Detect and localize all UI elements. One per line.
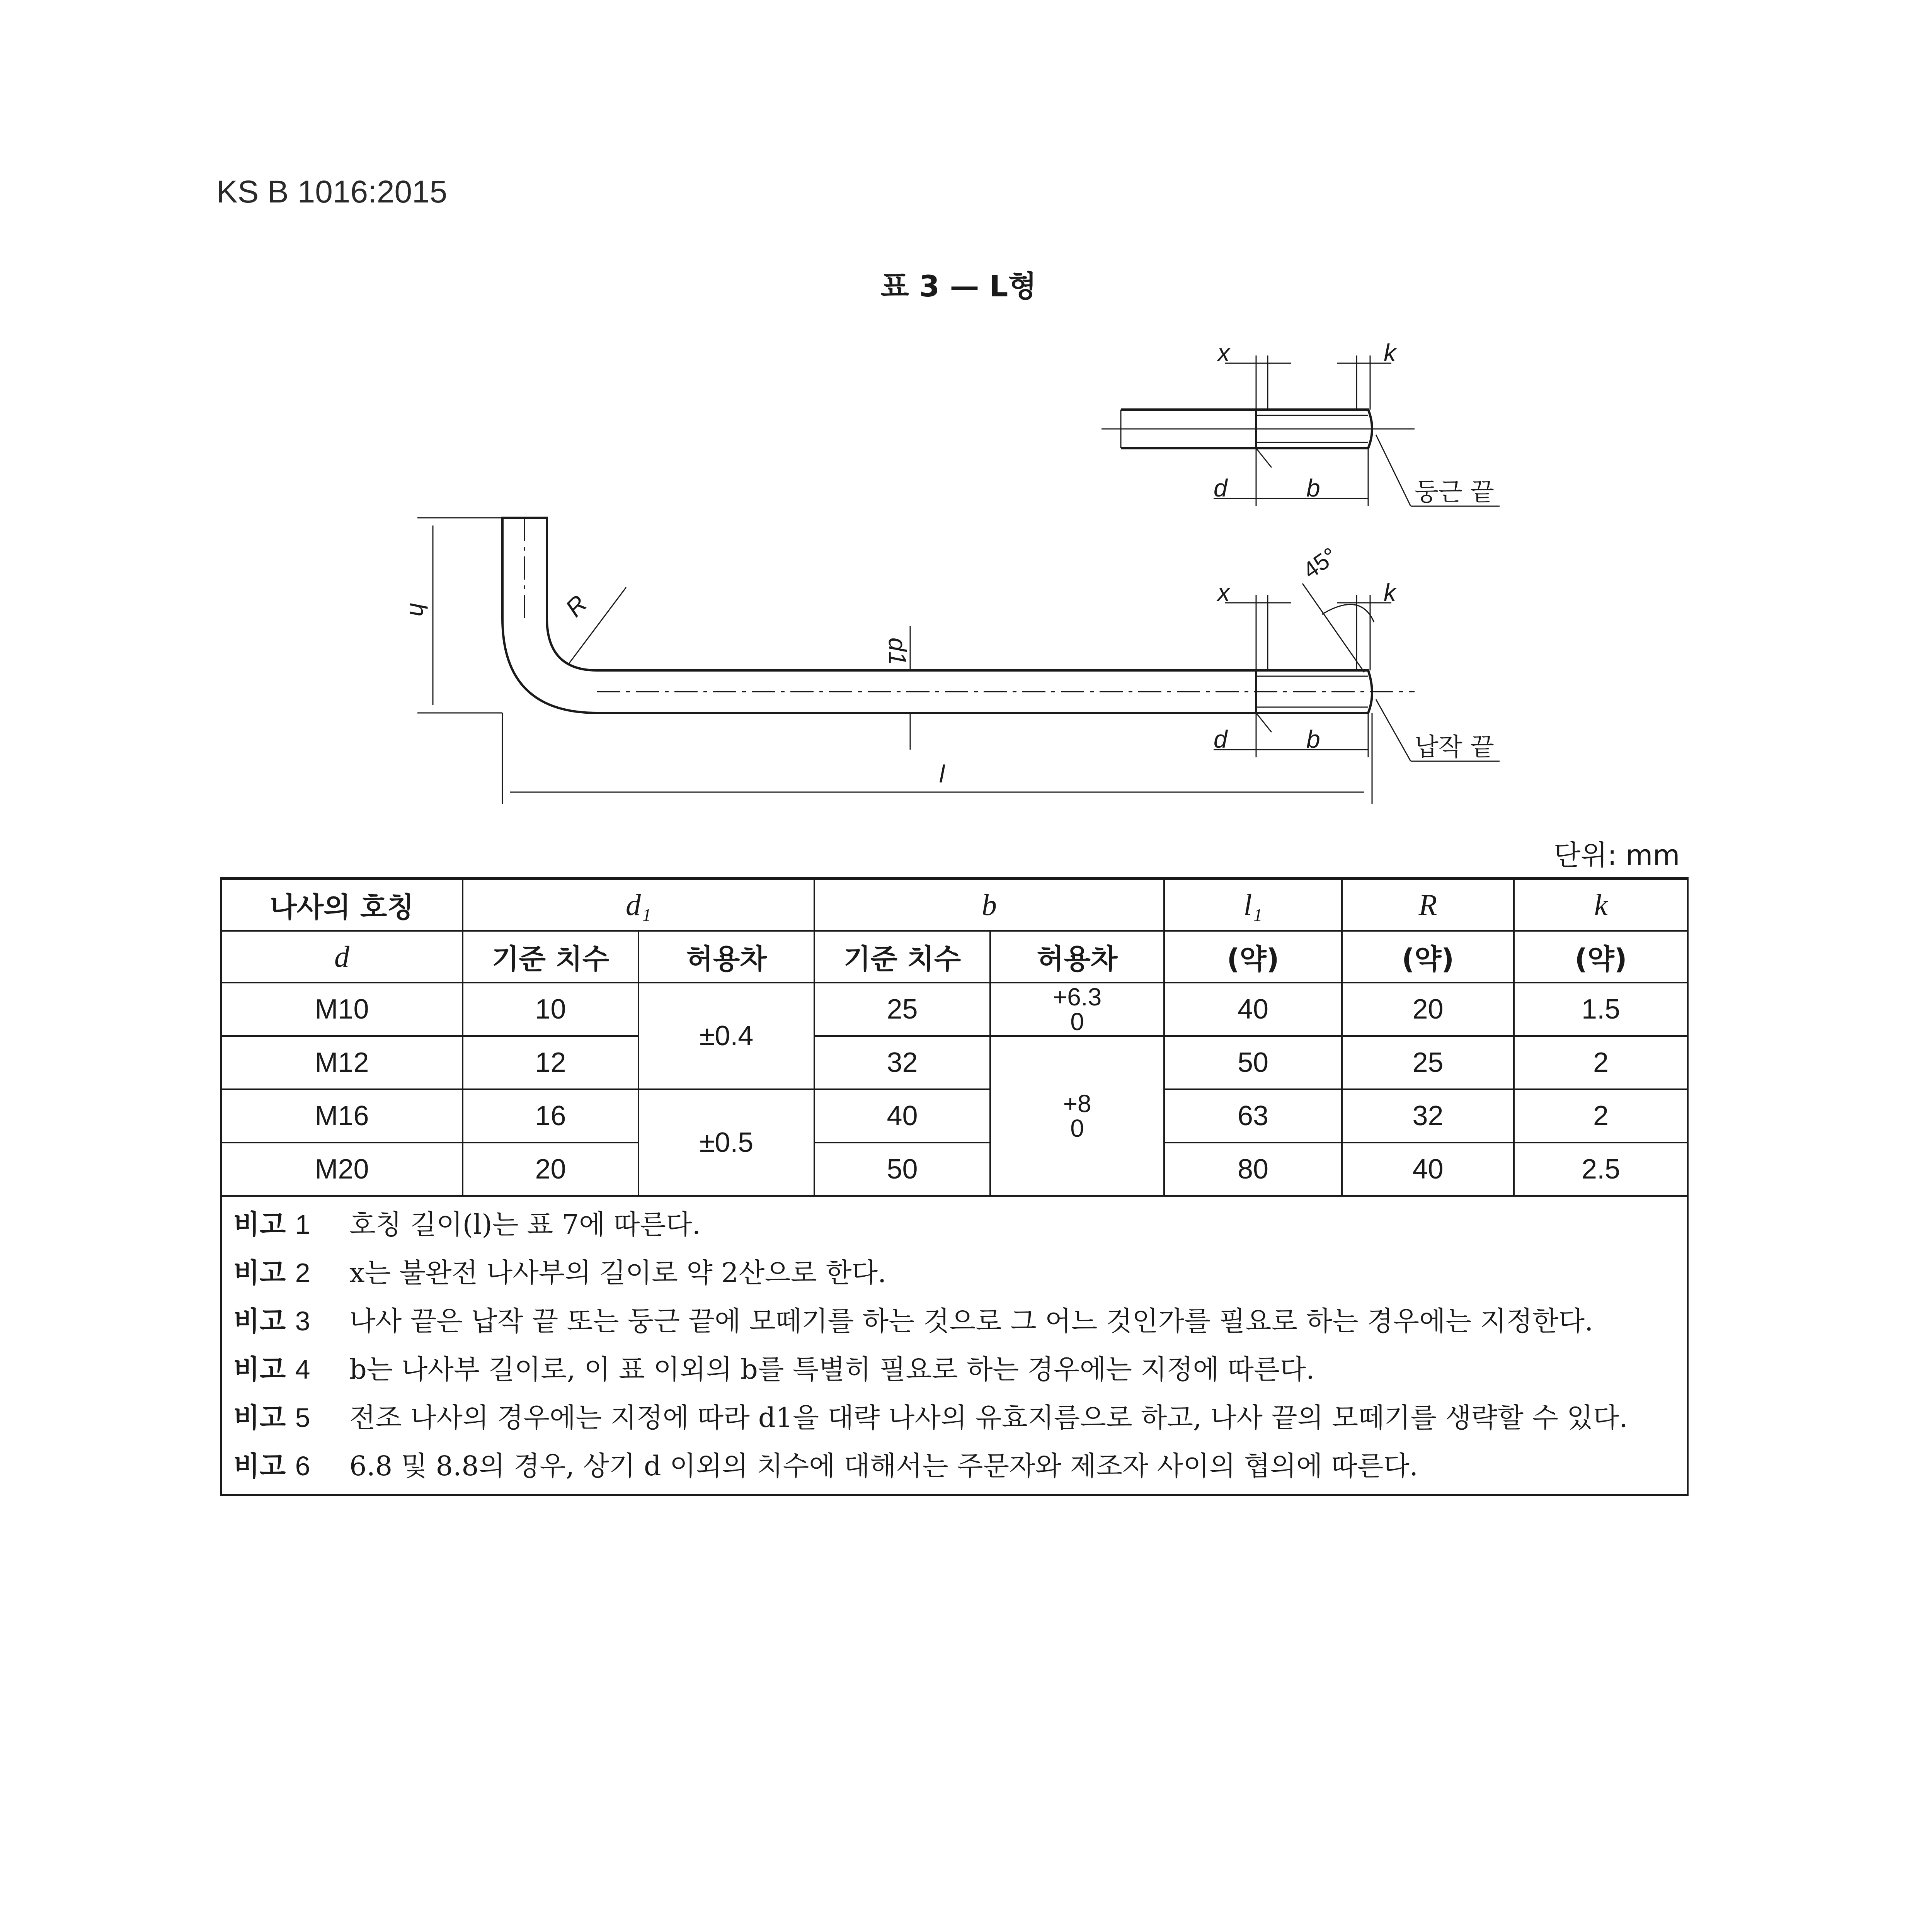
- note-3: 비고 3 나사 끝은 납작 끝 또는 둥근 끝에 모떼기를 하는 것으로 그 어느 것인가를 필요로 하는 경우에는 지정한다.: [233, 1305, 1594, 1337]
- cell-d: M12: [221, 1036, 463, 1089]
- tolerance-upper: +8: [1063, 1090, 1091, 1117]
- label-x-lower: x: [1217, 578, 1230, 606]
- cell-r: 25: [1342, 1036, 1514, 1089]
- cell-d: M10: [221, 983, 463, 1036]
- header-d1: d₁: [463, 879, 814, 931]
- table-row: [221, 983, 1688, 1036]
- table-row: [221, 1089, 1688, 1143]
- cell-d: M16: [221, 1089, 463, 1143]
- cell-r: 40: [1342, 1143, 1514, 1196]
- tolerance-upper: +6.3: [1052, 983, 1102, 1011]
- header-thread-symbol: d: [221, 931, 463, 983]
- document-id: KS B 1016:2015: [216, 174, 448, 209]
- label-l: l: [939, 760, 945, 788]
- label-k-lower: k: [1384, 578, 1396, 606]
- header-d1-tolerance: 허용차: [638, 931, 814, 983]
- table-row: [221, 1143, 1688, 1196]
- header-k: k: [1514, 879, 1688, 931]
- label-d-lower: d: [1214, 725, 1227, 753]
- note-4: 비고 4 b는 나사부 길이로, 이 표 이외의 b를 특별히 필요로 하는 경우에는 지정에 따른다.: [233, 1354, 1315, 1385]
- cell-d1: 12: [463, 1036, 638, 1089]
- cell-d1: 20: [463, 1143, 638, 1196]
- cell-k: 2: [1514, 1036, 1688, 1089]
- label-d-top: d: [1214, 474, 1227, 502]
- cell-r: 32: [1342, 1089, 1514, 1143]
- cell-d: M20: [221, 1143, 463, 1196]
- cell-k: 1.5: [1514, 983, 1688, 1036]
- header-l1: l₁: [1164, 879, 1342, 931]
- cell-k: 2.5: [1514, 1143, 1688, 1196]
- label-b-top: b: [1306, 474, 1320, 502]
- label-45-degree: 45°: [1298, 542, 1342, 584]
- note-5: 비고 5 전조 나사의 경우에는 지정에 따라 d1을 대략 나사의 유효지름으로 하고, 나사 끝의 모떼기를 생략할 수 있다.: [233, 1402, 1628, 1434]
- label-k-top: k: [1384, 339, 1396, 367]
- header-b-basic: 기준 치수: [814, 931, 990, 983]
- cell-b: 25: [814, 983, 990, 1036]
- tolerance-lower: 0: [1070, 1114, 1084, 1142]
- cell-b-tolerance: [990, 983, 1164, 1036]
- label-round-end: 둥근 끝: [1415, 478, 1494, 507]
- header-l1-approx: (약): [1164, 931, 1342, 983]
- cell-b: 40: [814, 1089, 990, 1143]
- note-2: 비고 2 x는 불완전 나사부의 길이로 약 2산으로 한다.: [233, 1257, 887, 1289]
- label-b-lower: b: [1306, 725, 1320, 753]
- cell-l1: 40: [1164, 983, 1342, 1036]
- label-flat-end: 납작 끝: [1415, 733, 1494, 762]
- label-d1: d1: [884, 638, 911, 665]
- cell-b: 32: [814, 1036, 990, 1089]
- cell-l1: 50: [1164, 1036, 1342, 1089]
- cell-k: 2: [1514, 1089, 1688, 1143]
- note-1: 비고 1 호칭 길이(l)는 표 7에 따른다.: [233, 1209, 701, 1240]
- label-x-top: x: [1217, 339, 1230, 367]
- cell-l1: 80: [1164, 1143, 1342, 1196]
- header-d1-basic: 기준 치수: [463, 931, 638, 983]
- cell-d1-tolerance: ±0.5: [638, 1089, 814, 1196]
- note-6: 비고 6 6.8 및 8.8의 경우, 상기 d 이외의 치수에 대해서는 주문자와 제조자 사이의 협의에 따른다.: [233, 1450, 1418, 1482]
- header-r-approx: (약): [1342, 931, 1514, 983]
- cell-r: 20: [1342, 983, 1514, 1036]
- label-h: h: [404, 603, 432, 617]
- label-r: R: [560, 590, 592, 622]
- cell-d1: 16: [463, 1089, 638, 1143]
- dimension-table: [220, 877, 1689, 1496]
- cell-d1: 10: [463, 983, 638, 1036]
- cell-b-tolerance: [990, 1036, 1164, 1196]
- table-title: 표 3 — L형: [880, 269, 1037, 303]
- unit-label: 단위: mm: [1554, 839, 1680, 871]
- header-r: R: [1342, 879, 1514, 931]
- header-b: b: [814, 879, 1164, 931]
- tolerance-lower: 0: [1070, 1008, 1084, 1036]
- cell-l1: 63: [1164, 1089, 1342, 1143]
- header-k-approx: (약): [1514, 931, 1688, 983]
- header-b-tolerance: 허용차: [990, 931, 1164, 983]
- table-row: [221, 1036, 1688, 1089]
- notes-section: [221, 1196, 1688, 1495]
- cell-b: 50: [814, 1143, 990, 1196]
- cell-d1-tolerance: ±0.4: [638, 983, 814, 1089]
- header-thread-name: 나사의 호칭: [221, 879, 463, 931]
- l-type-bolt-drawing: [0, 0, 1917, 850]
